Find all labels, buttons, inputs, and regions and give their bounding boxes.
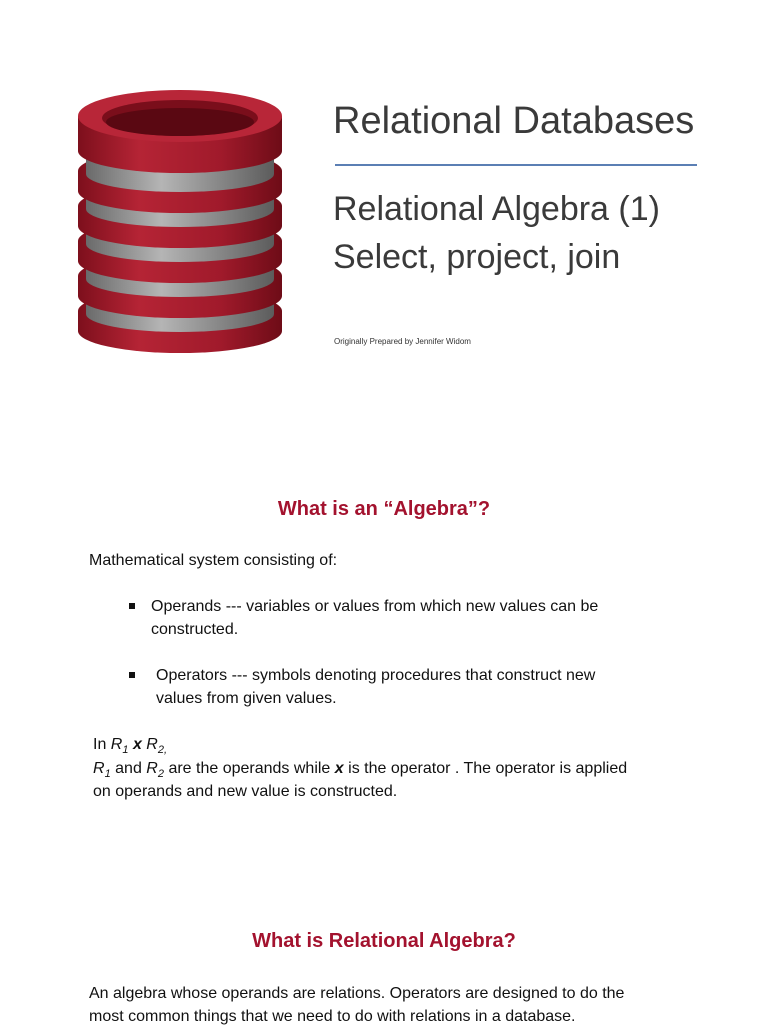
slide-heading: What is Relational Algebra? bbox=[252, 930, 516, 952]
title-divider bbox=[335, 164, 697, 166]
relation-r2: $R_{2,}$ bbox=[146, 736, 168, 757]
author-credit: Originally Prepared by Jennifer Widom bbox=[334, 337, 471, 346]
bullet-operators-line2: values from given values. bbox=[156, 690, 337, 707]
algebra-slide bbox=[0, 480, 768, 840]
slide-heading: What is an “Algebra”? bbox=[277, 498, 491, 520]
definition-line-2: most common things that we need to do with relations in a database. bbox=[89, 1008, 576, 1025]
example-line-3: on operands and new value is constructed. bbox=[93, 783, 398, 800]
relational-algebra-slide bbox=[0, 910, 768, 1024]
subtitle-line-2: Select, project, join bbox=[333, 238, 621, 276]
subtitle-line-1: Relational Algebra (1) bbox=[333, 190, 660, 228]
relation-r1: $R_1$ bbox=[110, 736, 129, 757]
bullet-operators-line1: Operators --- symbols denoting procedures that construct new bbox=[156, 667, 596, 684]
cross-operator: x bbox=[132, 736, 142, 753]
example-line-2: $R_1$ and $R_2$ are the operands while x is the operator . The operator is applied bbox=[93, 760, 628, 781]
definition-line-1: An algebra whose operands are relations. Operators are designed to do the bbox=[89, 985, 625, 1002]
bullet-operands-line2: constructed. bbox=[151, 621, 239, 638]
title-slide bbox=[0, 0, 768, 400]
intro-text: Mathematical system consisting of: bbox=[89, 552, 338, 569]
in-word: In bbox=[93, 736, 107, 753]
presentation-title: Relational Databases bbox=[333, 100, 695, 142]
database-icon bbox=[38, 76, 323, 361]
bullet-operands-line1: Operands --- variables or values from which new values can be bbox=[151, 598, 599, 615]
bullet-icon bbox=[129, 603, 135, 609]
bullet-icon bbox=[129, 672, 135, 678]
